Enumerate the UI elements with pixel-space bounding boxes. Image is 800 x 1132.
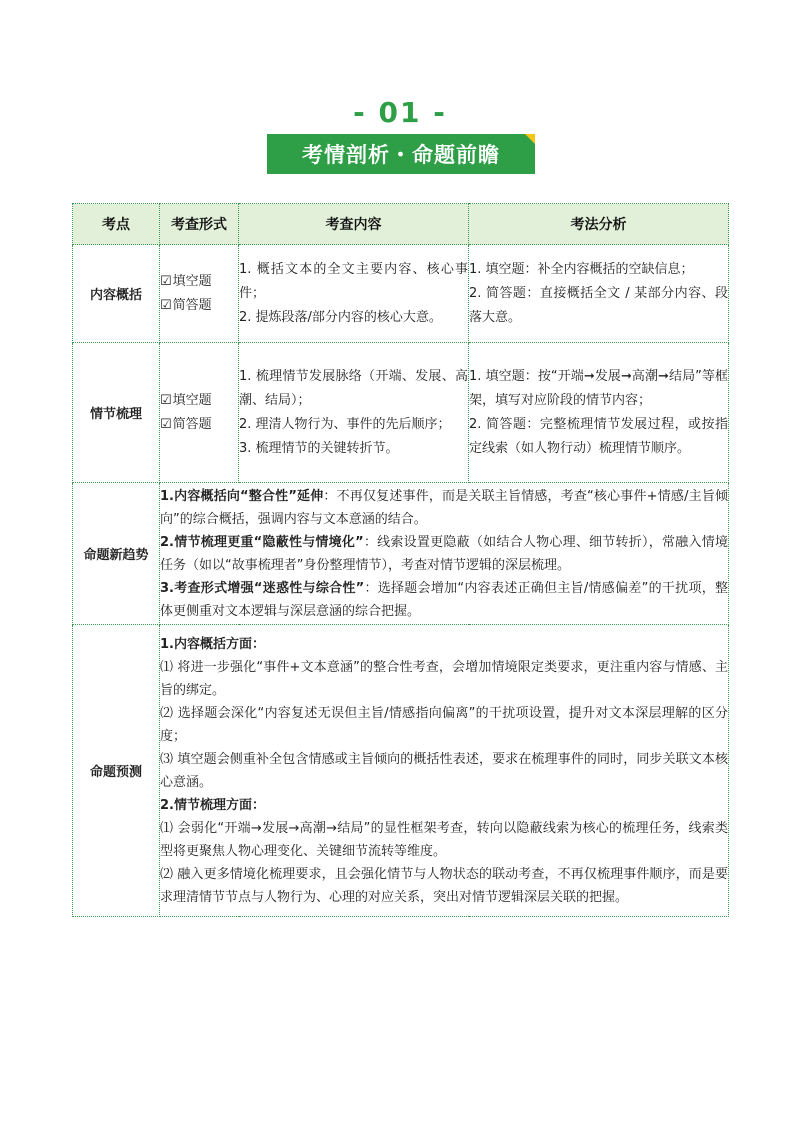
banner-corner-decoration <box>525 134 535 144</box>
trend-item-text: ：选择题会增加“内容表述正确但主旨/情感偏差”的干扰项，整体更侧重对文本逻辑与深层意涵的综合把握。 <box>160 580 728 619</box>
forecast-item: ⑶ 填空题会侧重补全包含情感或主旨倾向的概括性表述，要求在梳理事件的同时，同步关联文本核心意涵。 <box>160 751 728 790</box>
form-cell <box>160 343 239 483</box>
section-banner <box>267 134 535 174</box>
banner-title: 考情剖析・命题前瞻 <box>302 143 500 167</box>
exam-analysis-table <box>72 203 729 917</box>
checkbox-icon: ☑ <box>160 297 172 313</box>
form-cell <box>160 245 239 343</box>
checkbox-icon: ☑ <box>160 416 172 432</box>
forecast-label: 命题预测 <box>73 625 160 917</box>
table-header-row <box>73 204 729 245</box>
trend-cell <box>160 483 729 625</box>
forecast-item: ⑴ 将进一步强化“事件+文本意涵”的整合性考查，会增加情境限定类要求，更注重内容与情感、主旨的绑定。 <box>160 659 728 698</box>
header-content: 考查内容 <box>239 204 469 245</box>
table-row <box>73 245 729 343</box>
trend-item-title: 1.内容概括向“整合性”延伸 <box>160 488 324 504</box>
analysis-item: 2. 简答题：完整梳理情节发展过程，或按指定线索（如人物行动）梳理情节顺序。 <box>469 416 728 456</box>
forecast-group-title: 2.情节梳理方面： <box>160 797 265 813</box>
analysis-item: 2. 简答题：直接概括全文 / 某部分内容、段落大意。 <box>469 285 728 325</box>
row-label: 情节梳理 <box>73 343 160 483</box>
analysis-item: 1. 填空题：补全内容概括的空缺信息； <box>469 261 694 277</box>
header-point: 考点 <box>73 204 160 245</box>
header-form: 考查形式 <box>160 204 239 245</box>
analysis-cell <box>469 343 729 483</box>
forecast-cell <box>160 625 729 917</box>
forecast-item: ⑵ 融入更多情境化梳理要求，且会强化情节与人物状态的联动考查，不再仅梳理事件顺序，而是要求理清情节节点与人物行为、心理的对应关系，突出对情节逻辑深层关联的把握。 <box>160 866 728 905</box>
trend-item-title: 3.考查形式增强“迷惑性与综合性” <box>160 580 365 596</box>
trend-item-text: ：线索设置更隐蔽（如结合人物心理、细节转折），常融入情境任务（如以“故事梳理者”身份整理情节），考查对情节逻辑的深层梳理。 <box>160 534 728 573</box>
forecast-row <box>73 625 729 917</box>
trend-item-text: ：不再仅复述事件，而是关联主旨情感，考查“核心事件+情感/主旨倾向”的综合概括，强调内容与文本意涵的结合。 <box>160 488 728 527</box>
form-option: 简答题 <box>172 416 212 432</box>
trend-item <box>160 485 728 531</box>
analysis-cell <box>469 245 729 343</box>
table-row <box>73 343 729 483</box>
content-item: 2. 理清人物行为、事件的先后顺序； <box>239 416 451 432</box>
forecast-item: ⑵ 选择题会深化“内容复述无误但主旨/情感指向偏离”的干扰项设置，提升对文本深层理解的区分度； <box>160 705 728 744</box>
content-item: 3. 梳理情节的关键转折节。 <box>239 440 399 456</box>
analysis-item: 1. 填空题：按“开端➞发展➞高潮➞结局”等框架，填写对应阶段的情节内容； <box>469 368 728 408</box>
trend-item-title: 2.情节梳理更重“隐蔽性与情境化” <box>160 534 364 550</box>
form-option: 简答题 <box>172 297 212 313</box>
content-item: 1. 梳理情节发展脉络（开端、发展、高潮、结局）； <box>239 368 468 408</box>
checkbox-icon: ☑ <box>160 273 172 289</box>
header-analysis: 考法分析 <box>469 204 729 245</box>
checkbox-icon: ☑ <box>160 392 172 408</box>
content-item: 2. 提炼段落/部分内容的核心大意。 <box>239 309 442 325</box>
trend-label: 命题新趋势 <box>73 483 160 625</box>
section-number: - 01 - <box>353 96 447 129</box>
content-cell <box>239 343 469 483</box>
trend-item <box>160 531 728 577</box>
forecast-item: ⑴ 会弱化“开端→发展→高潮→结局”的显性框架考查，转向以隐蔽线索为核心的梳理任务，线索类型将更聚焦人物心理变化、关键细节流转等维度。 <box>160 820 728 859</box>
form-option: 填空题 <box>172 392 212 408</box>
form-option: 填空题 <box>172 273 212 289</box>
trend-item <box>160 577 728 623</box>
forecast-group-title: 1.内容概括方面： <box>160 636 265 652</box>
trend-row <box>73 483 729 625</box>
content-cell <box>239 245 469 343</box>
content-item: 1. 概括文本的全文主要内容、核心事件； <box>239 261 468 301</box>
row-label: 内容概括 <box>73 245 160 343</box>
